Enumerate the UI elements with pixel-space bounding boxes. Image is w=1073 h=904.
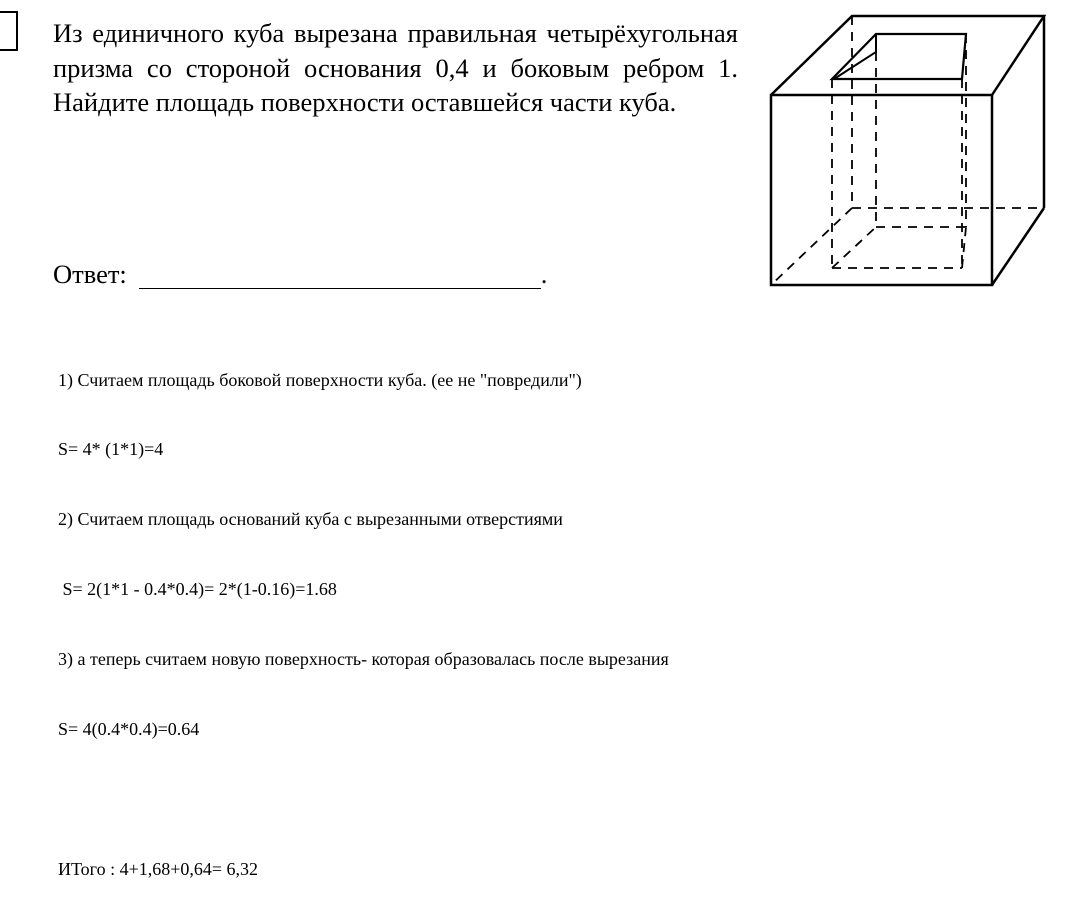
cube-front-face [771,95,992,285]
answer-label: Ответ: [53,259,127,289]
cube-right-bottom-edge [992,208,1044,285]
solution-line: S= 2(1*1 - 0.4*0.4)= 2*(1-0.16)=1.68 [58,579,337,600]
hidden-hole-bottom-left [832,227,876,268]
answer-line [53,257,547,291]
solution-line: 1) Считаем площадь боковой поверхности куба. (ее не "повредили") [58,369,582,390]
answer-terminator: . [540,259,548,289]
solution-line: S= 4(0.4*0.4)=0.64 [58,719,200,740]
solution-line: S= 4* (1*1)=4 [58,439,164,460]
solution-total: ИТого : 4+1,68+0,64= 6,32 [58,858,259,879]
solution-line: 2) Считаем площадь оснований куба с вырезанными отверстиями [58,509,563,530]
answer-blank[interactable] [139,258,541,289]
checkbox-icon [0,11,18,51]
cube-top-face [771,16,1044,95]
solution-line: 3) а теперь считаем новую поверхность- которая образовалась после вырезания [58,649,669,670]
cube-figure [760,5,1055,295]
solution-block [58,322,669,904]
hidden-left-bottom-edge [771,208,852,285]
problem-statement: Из единичного куба вырезана правильная четырёхугольная призма со стороной основания 0,4 и боковым ребром 1. Найдите площадь поверхности оставшейся части куба. [53,18,738,117]
